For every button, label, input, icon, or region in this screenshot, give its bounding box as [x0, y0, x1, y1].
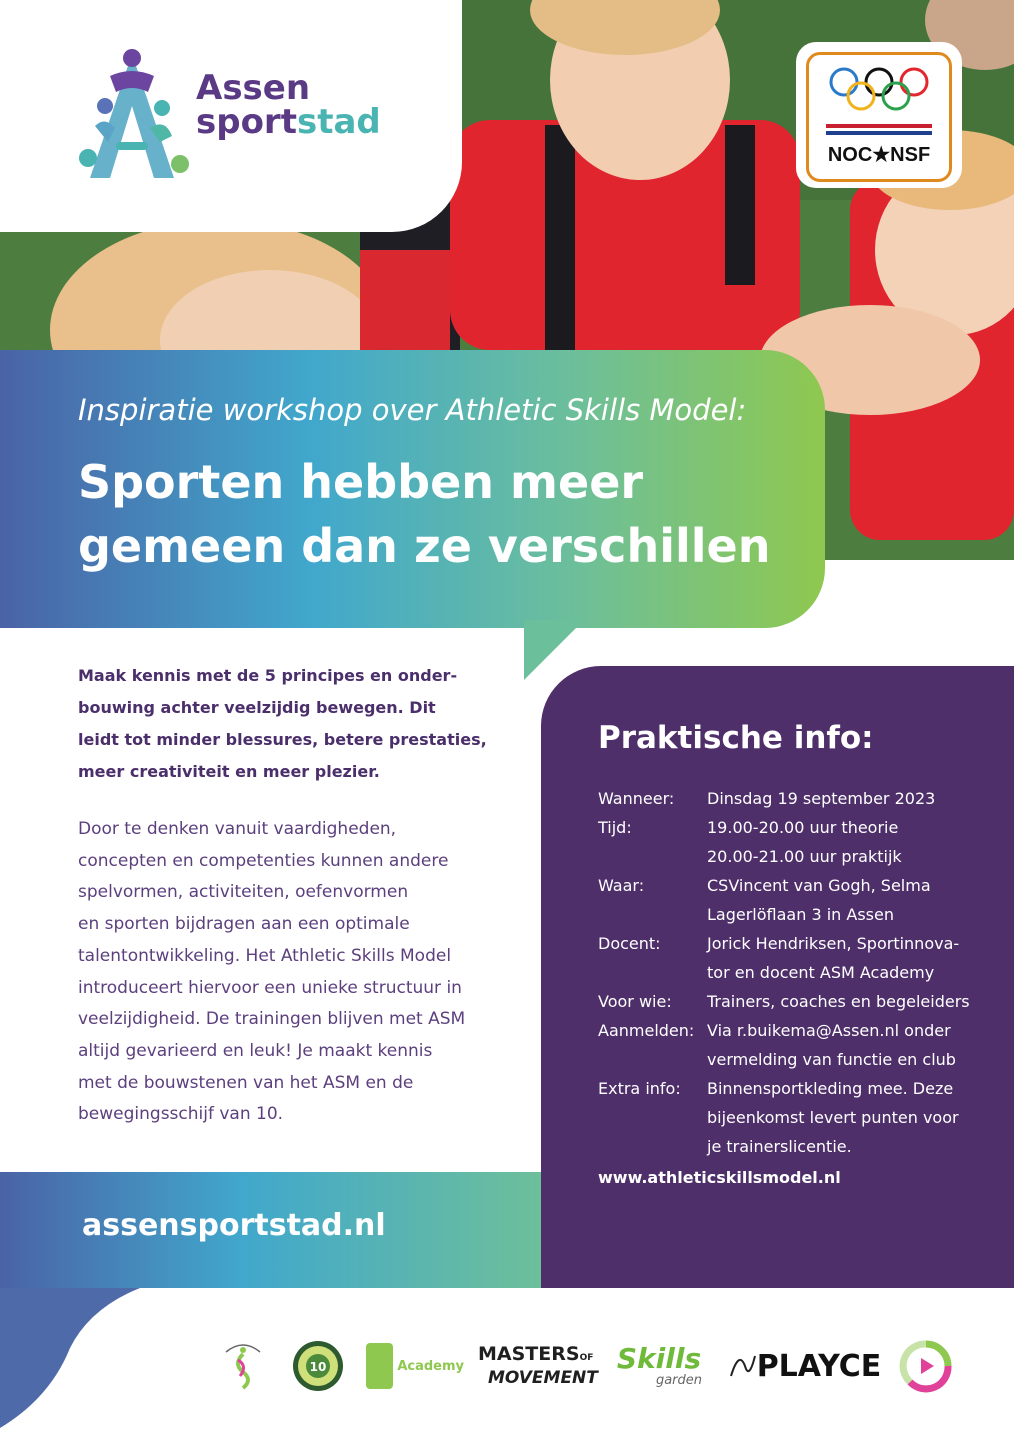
movement-wheel-number: 10 [309, 1360, 327, 1374]
skills-garden-logo [604, 1336, 714, 1396]
body-line: spelvormen, activiteiten, oefenvormen [78, 882, 409, 903]
practical-info-title: Praktische info: [598, 720, 874, 756]
info-label-when: Wanneer: [598, 789, 675, 808]
headline [78, 450, 798, 578]
skills-label: Skills [616, 1342, 702, 1375]
olympic-rings-icon [826, 66, 932, 116]
academy-badge-icon [366, 1343, 393, 1389]
body-line: bewegingsschijf van 10. [78, 1104, 284, 1125]
brand-name-line2 [196, 104, 381, 140]
info-value-where-2: Lagerlöflaan 3 in Assen [707, 905, 894, 924]
masters-of-label: OF [579, 1353, 594, 1363]
info-label-register: Aanmelden: [598, 1021, 695, 1040]
info-label-teacher: Docent: [598, 934, 661, 953]
info-value-where: CSVincent van Gogh, Selma [707, 876, 931, 895]
movement-label: MOVEMENT [488, 1368, 598, 1388]
info-value-time-2: 20.00-21.00 uur praktijk [707, 847, 902, 866]
info-value-register-2: vermelding van functie en club [707, 1050, 956, 1069]
info-value-extra: Binnensportkleding mee. Deze [707, 1079, 954, 1098]
info-value-when: Dinsdag 19 september 2023 [707, 789, 936, 808]
dutch-flag-stripes [826, 124, 932, 138]
noc-nsf-label: NOC★NSF [827, 144, 931, 166]
movement-wheel-logo-icon [290, 1336, 346, 1396]
body-line: talentontwikkeling. Het Athletic Skills Model [78, 945, 452, 966]
assen-sportstad-logo-icon [70, 46, 195, 186]
info-value-teacher: Jorick Hendriksen, Sportinnova- [707, 934, 960, 953]
asm-academy-logo [366, 1336, 464, 1396]
body-line: en sporten bijdragen aan een optimale [78, 914, 410, 935]
intro-line: meer creativiteit en meer plezier. [78, 762, 380, 781]
body-line: altijd gevarieerd en leuk! Je maakt kennis [78, 1040, 433, 1061]
info-value-register: Via r.buikema@Assen.nl onder [707, 1021, 951, 1040]
headline-line-2: gemeen dan ze verschillen [78, 519, 771, 573]
brand-sport: sport [196, 102, 297, 142]
info-value-extra-3: je trainerslicentie. [707, 1137, 852, 1156]
info-value-extra-2: bijeenkomst levert punten voor [707, 1108, 959, 1127]
intro-paragraph [78, 660, 498, 788]
playce-label: PLAYCE [756, 1348, 882, 1384]
intro-line: leidt tot minder blessures, betere prestaties, [78, 730, 487, 749]
info-label-where: Waar: [598, 876, 645, 895]
headline-line-1: Sporten hebben meer [78, 455, 644, 509]
body-line: concepten en competenties kunnen andere [78, 850, 449, 871]
info-label-extra: Extra info: [598, 1079, 681, 1098]
intro-line: Maak kennis met de 5 principes en onder- [78, 666, 458, 685]
body-line: introduceert hiervoor een unieke structuur in [78, 977, 462, 998]
workshop-subtitle: Inspiratie workshop over Athletic Skills Model: [78, 393, 747, 427]
body-line: Door te denken vanuit vaardigheden, [78, 819, 397, 839]
info-value-time: 19.00-20.00 uur theorie [707, 818, 899, 837]
body-line: met de bouwstenen van het ASM en de [78, 1072, 414, 1093]
footer-curve [0, 1288, 200, 1440]
intro-line: bouwing achter veelzijdig bewegen. Dit [78, 698, 436, 717]
brand-name-line1: Assen [196, 68, 311, 108]
athletic-skills-model-link[interactable]: www.athleticskillsmodel.nl [598, 1168, 841, 1187]
info-value-teacher-2: tor en docent ASM Academy [707, 963, 935, 982]
athletic-skills-model-logo-icon [214, 1336, 272, 1396]
body-paragraph [78, 814, 498, 1131]
asm-playce-logo [724, 1336, 884, 1396]
asm-signature-icon [727, 1346, 757, 1386]
body-line: veelzijdigheid. De trainingen blijven met ASM [78, 1009, 466, 1030]
info-value-audience: Trainers, coaches en begeleiders [707, 992, 970, 1011]
info-label-time: Tijd: [598, 818, 632, 837]
brand-stad: stad [296, 102, 381, 142]
masters-of-movement-logo [478, 1336, 598, 1396]
academy-label: Academy [397, 1358, 464, 1374]
garden-label: garden [655, 1373, 703, 1388]
masters-label: MASTERS [478, 1343, 580, 1365]
info-label-audience: Voor wie: [598, 992, 672, 1011]
assensportstad-link[interactable]: assensportstad.nl [82, 1208, 386, 1243]
play-circle-logo-icon [896, 1336, 956, 1396]
